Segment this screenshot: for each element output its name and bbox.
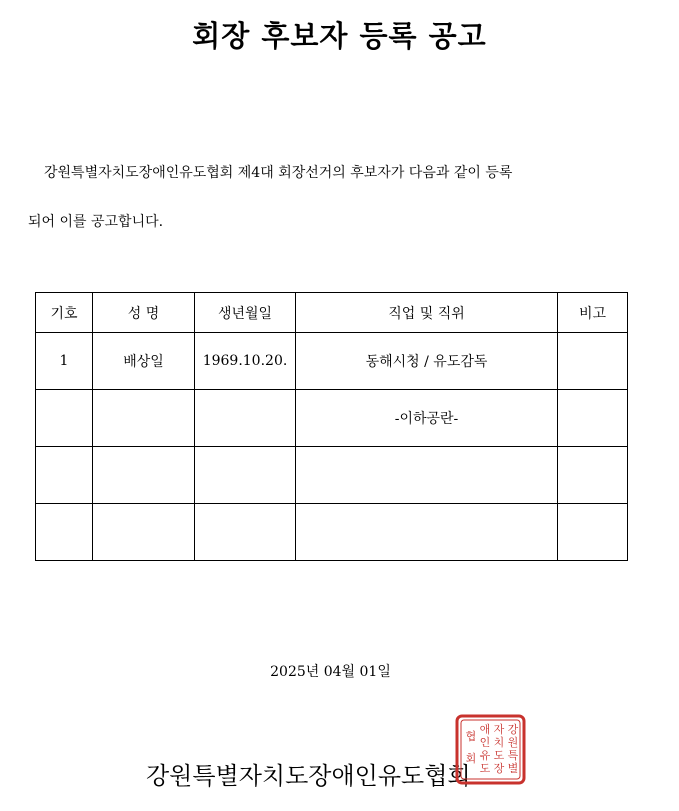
header-name: 성 명	[93, 293, 195, 333]
svg-text:협: 협	[465, 730, 477, 743]
seal-characters	[466, 722, 519, 775]
header-birthdate: 생년월일	[195, 293, 296, 333]
cell-occupation	[296, 447, 558, 504]
official-seal	[455, 714, 526, 785]
notice-date: 2025년 04월 01일	[270, 664, 391, 680]
cell-note	[558, 390, 628, 447]
cell-name	[93, 447, 195, 504]
svg-text:인: 인	[479, 736, 491, 749]
svg-text:장: 장	[493, 762, 505, 775]
cell-number	[36, 504, 93, 561]
table-row	[36, 390, 628, 447]
svg-text:애: 애	[479, 723, 491, 736]
cell-number: 1	[36, 333, 93, 390]
svg-text:회: 회	[465, 752, 477, 765]
cell-occupation: 동해시청 / 유도감독	[296, 333, 558, 390]
cell-occupation	[296, 504, 558, 561]
cell-birthdate: 1969.10.20.	[195, 333, 296, 390]
candidate-table	[35, 292, 628, 561]
cell-note	[558, 333, 628, 390]
cell-number	[36, 390, 93, 447]
svg-text:도: 도	[493, 749, 505, 762]
cell-occupation: -이하공란-	[296, 390, 558, 447]
cell-note	[558, 447, 628, 504]
svg-text:치: 치	[493, 736, 505, 749]
table-row	[36, 447, 628, 504]
svg-text:별: 별	[507, 762, 519, 775]
cell-name	[93, 390, 195, 447]
table-row	[36, 333, 628, 390]
header-note: 비고	[558, 293, 628, 333]
svg-text:유: 유	[479, 749, 491, 762]
cell-number	[36, 447, 93, 504]
cell-birthdate	[195, 447, 296, 504]
notice-body-line-2: 되어 이를 공고합니다.	[28, 214, 164, 230]
table-header-row	[36, 293, 628, 333]
svg-text:자: 자	[493, 723, 505, 736]
cell-name	[93, 504, 195, 561]
header-number: 기호	[36, 293, 93, 333]
cell-birthdate	[195, 504, 296, 561]
notice-title: 회장 후보자 등록 공고	[192, 19, 487, 53]
table-row	[36, 504, 628, 561]
organization-name: 강원특별자치도장애인유도협회	[146, 762, 471, 790]
cell-note	[558, 504, 628, 561]
header-occupation: 직업 및 직위	[296, 293, 558, 333]
svg-text:특: 특	[507, 749, 519, 762]
cell-name: 배상일	[93, 333, 195, 390]
notice-body-line-1: 강원특별자치도장애인유도협회 제4대 회장선거의 후보자가 다음과 같이 등록	[44, 165, 513, 181]
svg-text:도: 도	[479, 762, 491, 775]
svg-text:원: 원	[507, 736, 519, 749]
cell-birthdate	[195, 390, 296, 447]
svg-text:강: 강	[507, 723, 519, 736]
